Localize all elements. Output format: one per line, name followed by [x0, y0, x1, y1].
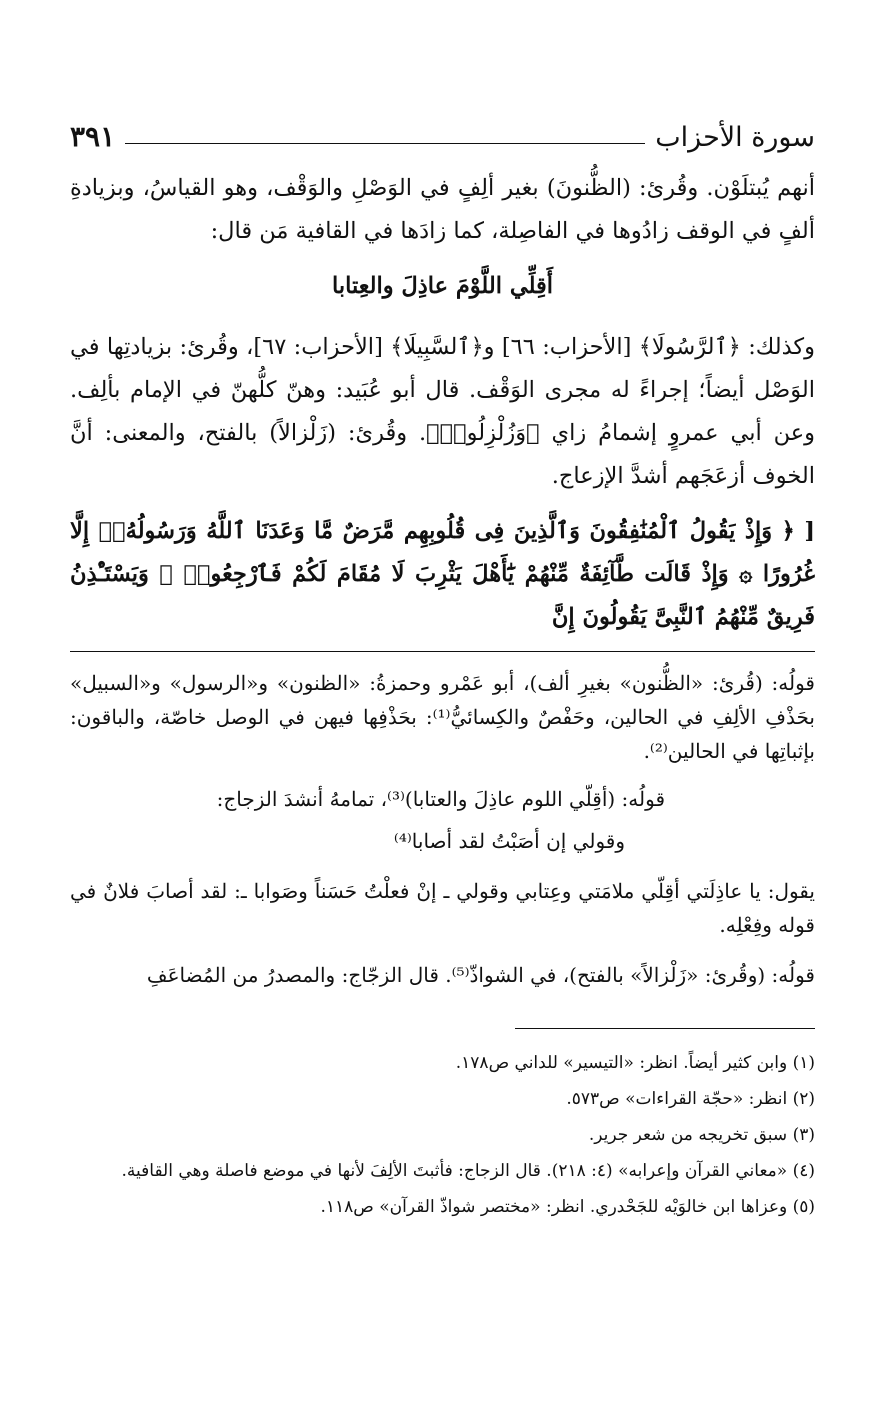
footnote-2: (٢) انظر: «حجّة القراءات» ص٥٧٣.: [566, 1089, 815, 1109]
commentary: [70, 666, 815, 992]
main-paragraph-1: أنهم يُبتلَوْن. وقُرئ: (الظُّنونَ) بغير ألِفٍ في الوَصْلِ والوَقْف، وهو القياسُ، وبزيادةِ ألفٍ في الوقف زادُوها في الفاصِلة، كما زادَها في القافية مَن قال:: [70, 175, 815, 244]
main-paragraph-2: وكذلك: ﴿ٱلرَّسُولَا﴾ [الأحزاب: ٦٦] و﴿ٱلسَّبِيلَا﴾ [الأحزاب: ٦٧]، وقُرئ: بزيادتِها في الوَصْل أيضاً؛ إجراءً له مجرى الوَقْف. قال أبو عُبَيد: وهنّ كلُّهنّ في الإمام بألِف. وعن أبي عمروٍ إشمامُ زاي ﴿وَزُلْزِلُوا۟﴾. وقُرئ: (زَلْزالاً) بالفتح، والمعنى: أنَّ الخوف أزعَجَهم أشدَّ الإزعاج.: [70, 334, 815, 489]
book-page: [70, 105, 815, 1225]
header-rule: [125, 143, 645, 144]
quran-passage: [ ﴿ وَإِذْ يَقُولُ ٱلْمُنَٰفِقُونَ وَٱلَّذِينَ فِى قُلُوبِهِم مَّرَضٌ مَّا وَعَدَنَا ٱللَّهُ وَرَسُولُهُۥٓ إِلَّا غُرُورًا ۞ وَإِذْ قَالَت طَّآئِفَةٌ مِّنْهُمْ يَٰٓأَهْلَ يَثْرِبَ لَا مُقَامَ لَكُمْ فَٱرْجِعُوا۟ ۚ وَيَسْتَـْٔذِنُ فَرِيقٌ مِّنْهُمُ ٱلنَّبِىَّ يَقُولُونَ إِنَّ: [70, 518, 815, 630]
footnote-5: (٥) وعزاها ابن خالوَيْه للجَحْدري. انظر: «مختصر شواذّ القرآن» ص١١٨.: [320, 1197, 815, 1217]
commentary-separator: [70, 651, 815, 652]
commentary-paragraph-3: يقول: يا عاذِلَتي أقِلّي ملامَتي وعِتابي وقولي ـ إنْ فعلْتُ حَسَناً وصَوابا ـ: لقد أصابَ فلانٌ في قوله وفِعْلِه.: [70, 879, 815, 937]
commentary-paragraph-2: قولُه: (أقِلّي اللوم عاذِلَ والعتابا)⁽³⁾، تمامهُ أنشدَ الزجاج:: [216, 787, 665, 811]
running-header: [70, 105, 815, 153]
footnote-4: (٤) «معاني القرآن وإعرابه» (٤: ٢١٨). قال الزجاج: فأثبتَ الألِفَ لأنها في موضع فاصلة وهي القافية.: [121, 1161, 815, 1181]
footnote-1: (١) وابن كثير أيضاً. انظر: «التيسير» للداني ص١٧٨.: [455, 1053, 815, 1073]
footnote-rule: [515, 1028, 815, 1029]
footnote-3: (٣) سبق تخريجه من شعر جرير.: [588, 1125, 815, 1145]
main-text: [70, 167, 815, 639]
commentary-paragraph-1: قولُه: (قُرئ: «الظُّنون» بغيرِ ألف)، أبو عَمْرو وحمزةُ: «الظنون» و«الرسول» و«السبيل» بحَذْفِ الألِفِ في الحالين، وحَفْصٌ والكِسائيُّ⁽¹⁾: بحَذْفِها فيهن في الوصل خاصّة، والباقون: بإثباتِها في الحالين⁽²⁾.: [70, 671, 815, 763]
surah-title: سورة الأحزاب: [655, 122, 815, 153]
page-number: ٣٩١: [70, 120, 116, 153]
footnotes: [70, 1045, 815, 1225]
poetry-verse: أَقِلِّي اللَّوْمَ عاذِلَ والعِتابا: [331, 273, 554, 299]
commentary-paragraph-4: قولُه: (وقُرئ: «زَلْزالاً» بالفتح)، في الشواذّ⁽⁵⁾. قال الزجّاج: والمصدرُ من المُضاعَفِ: [146, 963, 815, 987]
commentary-poem-line: وقولي إن أصَبْتُ لقد أصابا⁽⁴⁾: [393, 829, 625, 853]
